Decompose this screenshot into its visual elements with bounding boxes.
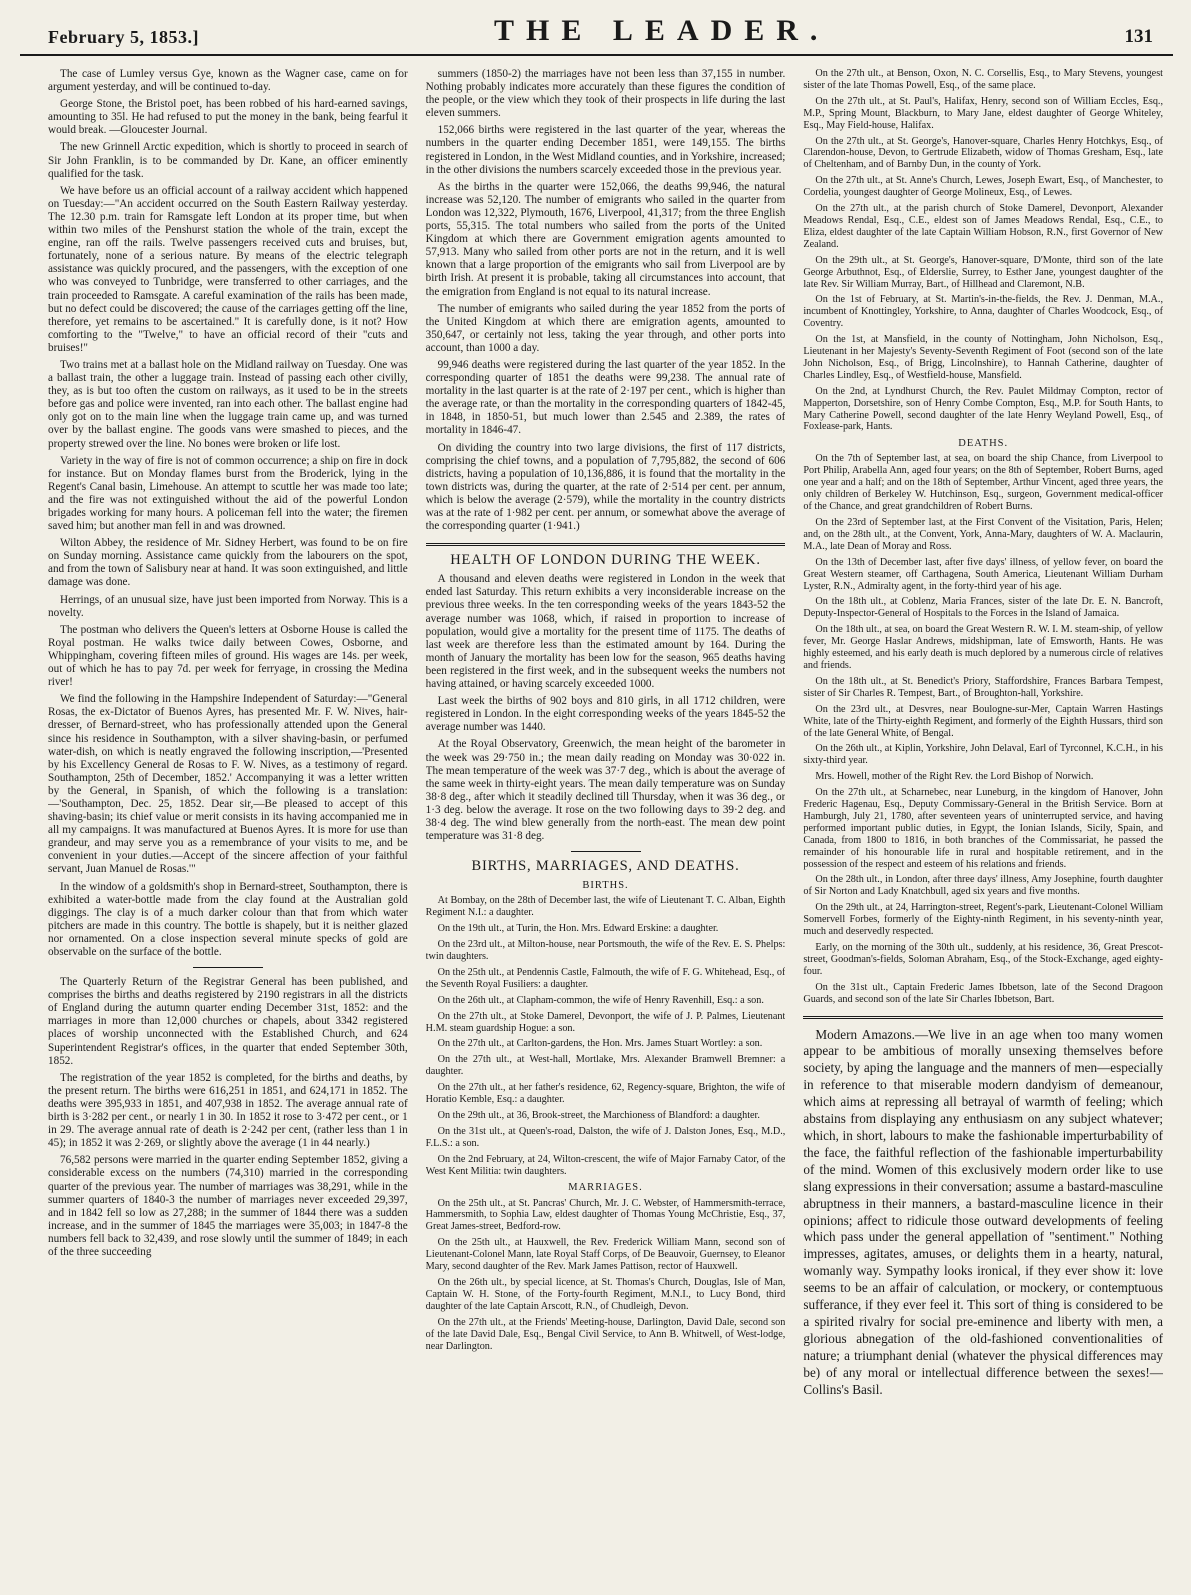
- death-notice: On the 7th of September last, at sea, on board the ship Chance, from Liverpool to Port Philip, Arabella Ann, aged four years; on the 8th of September, Robert Burns, aged one year and a half; and on the 18th of September, Arthur Vincent, aged three years, the only children of Berkeley W. Hutchinson, Esq., surgeon, Government medical-officer of the Chance, and great grandchildren of Robert Burns.: [803, 453, 1164, 513]
- marriage-notice: On the 27th ult., at St. Paul's, Halifax, Henry, second son of William Eccles, Esq., M.P., Spring Mount, Blackburn, to Mary Jane, eldest daughter of George Whiteley, Esq., May Field-house, Halifax.: [803, 95, 1164, 131]
- marriage-notice: On the 25th ult., at St. Pancras' Church, Mr. J. C. Webster, of Hammersmith-terrace, Hammersmith, to Sophia Law, eldest daughter of Thomas Young McChristie, Esq., 37, Great James-street, Bedford-row.: [425, 1197, 786, 1233]
- death-notice: On the 27th ult., at Scharnebec, near Luneburg, in the kingdom of Hanover, John Frederic Hagenau, Esq., Deputy Commissary-General in the British Service. Born at Hamburgh, July 21, 1780, after seventeen years of uninterrupted service, and having performed important public duties, in Egypt, the Ionian Islands, Sicily, Spain, and Canada, from 1800 to 1816, in both branches of the Commissariat, he passed the remainder of his honourable life in rural and hospitable retirement, and in the possession of the respect and esteem of his relations and friends.: [803, 787, 1164, 870]
- deaths-heading: DEATHS.: [958, 438, 1009, 450]
- health-paragraph: A thousand and eleven deaths were registered in London in the week that ended last Saturday. This return exhibits a very inconsiderable increase on the previous three weeks. In the ten corresponding weeks of the years 1843-52 the average number was 1068, which, if raised in proportion to increase of population, would give a mortality for the present time of 1175. The deaths of last week are therefore less than the estimated amount by 164. During the month of January the mortality has been low for the season, 965 deaths having been registered in the first week, and in the subsequent weeks the numbers not having attained, or having scarcely exceeded 1000.: [425, 573, 786, 691]
- column-2: [426, 68, 786, 1571]
- marriage-notice: On the 2nd, at Lyndhurst Church, the Rev. Paulet Mildmay Compton, rector of Mapperton, Dorsetshire, son of Henry Combe Compton, Esq., M.P. for South Hants, to Mary Catherine Powell, second daughter of the late Henry Weyland Powell, Esq., of Foxlease-park, Hants.: [803, 385, 1164, 433]
- registrar-paragraph: The registration of the year 1852 is completed, for the births and deaths, by the present return. The births were 616,251 in 1851, and 624,171 in 1852. The deaths were 395,933 in 1851, and 407,938 in 1852. The average annual rate of birth is 3·282 per cent., or nearly 1 in 30. In 1852 it rose to 3·472 per cent., or 1 in 29. The average annual rate of death is 2·242 per cent, (rather less than 1 in 45); in 1852 it was 2·269, or slightly above the average (1 in 44 nearly.): [48, 1071, 408, 1150]
- marriages-heading: MARRIAGES.: [568, 1182, 643, 1194]
- birth-notice: At Bombay, on the 28th of December last, the wife of Lieutenant T. C. Alban, Eighth Regiment N.I.: a daughter.: [425, 895, 786, 919]
- column-1: [48, 68, 408, 1571]
- birth-notice: On the 25th ult., at Pendennis Castle, Falmouth, the wife of F. G. Whitehead, Esq., of the Seventh Royal Fusiliers: a daughter.: [425, 966, 786, 990]
- news-paragraph: The postman who delivers the Queen's letters at Osborne House is called the Royal postman. He walks twice daily between Cowes, Osborne, and Whippingham, covering fifteen miles of ground. His wages are 14s. per week, out of which he has to pay 7d. per week for ferryage, in crossing the Medina river!: [48, 623, 408, 689]
- death-notice: On the 28th ult., in London, after three days' illness, Amy Josephine, fourth daughter of Sir Norton and Lady Knatchbull, aged six years and five months.: [803, 874, 1164, 898]
- newspaper-title: THE LEADER.: [494, 14, 830, 47]
- marriage-notice: On the 27th ult., at the Friends' Meeting-house, Darlington, David Dale, second son of the late David Dale, Esq., Bengal Civil Service, to Ann B. Whitwell, of West-lodge, near Darlington.: [425, 1316, 786, 1352]
- marriage-notice: On the 1st, at Mansfield, in the county of Nottingham, John Nicholson, Esq., Lieutenant in her Majesty's Seventy-Seventh Regiment of Foot (second son of the late John Nicholson, Esq., of Brigg, Lincolnshire), to Hannah Catherine, daughter of Charles Lindley, Esq., of Westfield-house, Mansfield.: [803, 334, 1164, 381]
- issue-date: February 5, 1853.]: [48, 27, 199, 47]
- registrar-return-continued: [426, 68, 786, 533]
- news-paragraph: Wilton Abbey, the residence of Mr. Sidney Herbert, was found to be on fire on Sunday morning. Assistance came quickly from the labourers on the spot, and from the town of Salisbury near at hand. It was soon extinguished, and little damage was done.: [48, 537, 408, 589]
- death-notice: On the 23rd ult., at Desvres, near Boulogne-sur-Mer, Captain Warren Hastings White, late of the Thirty-eighth Regiment, and formerly of the Eighth Hussars, third son of the late General White, of Bengal.: [803, 703, 1164, 739]
- registrar-paragraph: The Quarterly Return of the Registrar General has been published, and comprises the births and deaths registered by 2190 registrars in all the districts of England during the autumn quarter ending December 31st, 1852: and the marriages in more than 12,000 churches or chapels, about 3342 registered places of worship unconnected with the Established Church, and 624 Superintendent Registrar's offices, in the quarter that ended September 30th, 1852.: [48, 976, 408, 1067]
- death-notice: On the 13th of December last, after five days' illness, of yellow fever, on board the Great Western steamer, off Carthagena, South America, Lieutenant William Durham Lyster, R.N., Admiralty agent, in the forty-third year of his age.: [803, 556, 1164, 592]
- registrar-paragraph: summers (1850-2) the marriages have not been less than 37,155 in number. Nothing probably indicates more accurately than these figures the condition of the people, or the view which they took of their prospects in life during the last eleven summers.: [425, 68, 786, 120]
- death-notice: On the 31st ult., Captain Frederic James Ibbetson, late of the Second Dragoon Guards, and second son of the late Sir Charles Ibbetson, Bart.: [803, 981, 1164, 1005]
- section-divider: [426, 543, 786, 546]
- news-items: [48, 68, 408, 959]
- column-3: [803, 68, 1163, 1571]
- masthead: [20, 14, 1173, 56]
- news-paragraph: George Stone, the Bristol poet, has been robbed of his hard-earned savings, amounting to 35l. He had refused to put the money in the bank, being fearful it would break. —Gloucester Journal.: [48, 98, 408, 137]
- death-notice: Early, on the morning of the 30th ult., suddenly, at his residence, 36, Great Prescot-street, Goodman's-fields, Soloman Abraham, Esq., of the Stock-Exchange, aged eighty-four.: [803, 942, 1164, 977]
- marriage-notice: On the 27th ult., at St. George's, Hanover-square, Charles Henry Hotchkys, Esq., of Clarendon-house, Devon, to Gertrude Elizabeth, widow of Thomas Gresham, Esq., late of Cheltenham, and of Barnby Dun, in the county of York.: [803, 135, 1164, 171]
- health-of-london-body: [426, 573, 786, 843]
- divider: [571, 851, 641, 852]
- death-notice: On the 29th ult., at 24, Harrington-street, Regent's-park, Lieutenant-Colonel William Somervell Forbes, formerly of the Eighty-ninth Regiment, in his seventy-ninth year, much and deservedly respected.: [803, 902, 1164, 938]
- registrar-return: [48, 976, 408, 1259]
- birth-notice: On the 27th ult., at Carlton-gardens, the Hon. Mrs. James Stuart Wortley: a son.: [437, 1038, 763, 1050]
- news-paragraph: The case of Lumley versus Gye, known as the Wagner case, came on for argument yesterday, and will be continued to-day.: [48, 68, 408, 94]
- birth-notice: On the 27th ult., at Stoke Damerel, Devonport, the wife of J. P. Palmes, Lieutenant H.M. steam guardship Hogue: a son.: [425, 1010, 786, 1034]
- marriage-notice: On the 25th ult., at Hauxwell, the Rev. Frederick William Mann, second son of Lieutenant-Colonel Mann, late Royal Staff Corps, of De Beauvoir, Guernsey, to Eleanor Mary, second daughter of the Rev. Mark James Pattison, rector of Hauxwell.: [425, 1237, 786, 1273]
- section-divider: [803, 1016, 1163, 1019]
- birth-notice: On the 2nd February, at 24, Wilton-crescent, the wife of Major Farnaby Cator, of the West Kent Militia: twin daughters.: [425, 1153, 786, 1177]
- births-list: [426, 895, 786, 1177]
- deaths-list: [803, 453, 1163, 1005]
- marriage-notice: On the 27th ult., at the parish church of Stoke Damerel, Devonport, Alexander Meadows Rendal, Esq., C.E., eldest son of James Meadows Rendal, Esq., C.E., to Eliza, eldest daughter of the late Captain William Hobson, R.N., first Governor of New Zealand.: [803, 203, 1164, 250]
- marriage-notice: On the 29th ult., at St. George's, Hanover-square, D'Monte, third son of the late George Arbuthnot, Esq., of Elderslie, Surrey, to Esther Jane, youngest daughter of the late Rev. Sir William Murray, Bart., of Hillhead and Claremont, N.B.: [803, 254, 1164, 290]
- birth-notice: On the 23rd ult., at Milton-house, near Portsmouth, the wife of the Rev. E. S. Phelps: twin daughters.: [425, 939, 786, 962]
- death-notice: On the 23rd of September last, at the First Convent of the Visitation, Paris, Helen; and, on the 28th ult., at the Convent, York, Anna-Mary, daughters of W. A. Maclaurin, M.A., late Dean of Moray and Ross.: [803, 517, 1164, 552]
- marriages-list-continued: [803, 68, 1163, 433]
- marriage-notice: On the 27th ult., at St. Anne's Church, Lewes, Joseph Ewart, Esq., of Manchester, to Cordelia, youngest daughter of George Molineux, Esq., of Lewes.: [803, 175, 1164, 199]
- news-paragraph: Herrings, of an unusual size, have just been imported from Norway. This is a novelty.: [48, 593, 408, 619]
- registrar-paragraph: 76,582 persons were married in the quarter ending September 1852, giving a considerable excess on the numbers (74,310) married in the corresponding quarter of the previous year. The number of marriages was 38,291, while in the summer quarters of 1840-3 the number of marriages never exceeded 29,397, and in 1842 fell so low as 27,288; in the summer of 1844 there was a sudden increase, and in the summer of 1845 the marriages were 35,003; in 1847-8 the numbers fell back to 32,439, and rose slowly until the summer of 1849; in each of the three succeeding: [48, 1154, 408, 1258]
- births-marriages-deaths-heading: BIRTHS, MARRIAGES, AND DEATHS.: [471, 858, 740, 875]
- births-heading: BIRTHS.: [582, 880, 629, 892]
- news-paragraph: The new Grinnell Arctic expedition, which is shortly to proceed in search of Sir John Franklin, is to be commanded by Dr. Kane, an officer eminently qualified for the task.: [48, 141, 408, 180]
- birth-notice: On the 27th ult., at West-hall, Mortlake, Mrs. Alexander Bramwell Bremner: a daughter.: [425, 1054, 786, 1078]
- health-of-london-heading: HEALTH OF LONDON DURING THE WEEK.: [450, 552, 761, 569]
- divider: [193, 967, 263, 968]
- birth-notice: On the 27th ult., at her father's residence, 62, Regency-square, Brighton, the wife of Horatio Kemble, Esq.: a daughter.: [425, 1082, 786, 1106]
- death-notice: On the 18th ult., at St. Benedict's Priory, Staffordshire, Frances Barbara Tempest, sister of Sir Charles R. Tempest, Bart., of Broughton-hall, Yorkshire.: [803, 675, 1164, 699]
- registrar-paragraph: 99,946 deaths were registered during the last quarter of the year 1852. In the corresponding quarter of 1851 the deaths were 99,238. The annual rate of mortality in the last quarter is at the rate of 2·197 per cent., which is higher than the average rate, or than the mortality in the corresponding quarters of 1842-45, in 1848, in 1850-51, but much lower than 2.545 and 2.389, the rates of mortality in 1846-47.: [425, 358, 786, 437]
- health-paragraph: At the Royal Observatory, Greenwich, the mean height of the barometer in the week was 29·750 in.; the mean daily reading on Monday was 30·022 in. The mean temperature of the week was 37·7 deg., which is about the average of the same week in thirty-eight years. The mean daily temperature was on Sunday 38·8 deg., after which it steadily declined till Thursday, when it was 36 deg., or 1·3 deg. below the average. It rose on the two following days to 39·2 deg. and 38·4 deg. The wind blew generally from the north-east. The mean dew point temperature was 31·8 deg.: [425, 738, 786, 843]
- marriage-notice: On the 27th ult., at Benson, Oxon, N. C. Corsellis, Esq., to Mary Stevens, youngest sister of the late Thomas Powell, Esq., of the same place.: [803, 68, 1164, 91]
- death-notice: Mrs. Howell, mother of the Right Rev. the Lord Bishop of Norwich.: [815, 771, 1094, 783]
- birth-notice: On the 26th ult., at Clapham-common, the wife of Henry Ravenhill, Esq.: a son.: [437, 994, 764, 1006]
- death-notice: On the 18th ult., at Coblenz, Maria Frances, sister of the late Dr. E. N. Bancroft, Deputy-Inspector-General of Hospitals to the Forces in the Island of Jamaica.: [803, 596, 1164, 620]
- health-paragraph: Last week the births of 902 boys and 810 girls, in all 1712 children, were registered in London. In the eight corresponding weeks of the years 1845-52 the average number was 1440.: [425, 695, 786, 734]
- news-paragraph: We find the following in the Hampshire Independent of Saturday:—"General Rosas, the ex-Dictator of Buenos Ayres, has presented Mr. F. W. Nives, hair-dresser, of Bernard-street, who has professionally attended upon the General since his residence in Southampton, with a silver shaving-basin, or perfumed water-dish, on which is neatly engraved the following inscription,—'Presented by his Excellency General de Rosas to F. W. Nives, as a testimony of regard. Southampton, 25th of December, 1852.' Accompanying it was a letter written by the General, in Spanish, of which the following is a translation:—'Southampton, Dec. 25, 1852. Dear sir,—Be pleased to accept of this shaving-basin; its chief value or merit consists in its having accompanied me in all my campaigns. It was manufactured at Buenos Ayres. It is more for use than grandeur, and may serve you as a remembrance of your visits to me, and be convenient in your duties.—Accept of the sincere affection of your faithful servant, Juan Manuel de Rosas.'": [48, 693, 408, 876]
- registrar-paragraph: The number of emigrants who sailed during the year 1852 from the ports of the United Kingdom at which there are emigration agents, amounted to 350,647, or certainly not less, taking the year through, and other ports into account, than 1000 a day.: [425, 302, 786, 354]
- page-number: 131: [1124, 26, 1153, 47]
- birth-notice: On the 19th ult., at Turin, the Hon. Mrs. Edward Erskine: a daughter.: [437, 923, 719, 935]
- news-paragraph: Variety in the way of fire is not of common occurrence; a ship on fire in dock for instance. But on Monday flames burst from the Broderick, lying in the Regent's Canal basin, Limehouse. An attempt to scuttle her was made too late; and the fire was not extinguished without the aid of the powerful London brigades working for many hours. A policeman fell into the water; the firemen saved him; but another man fell in and was drowned.: [48, 454, 408, 533]
- registrar-paragraph: On dividing the country into two large divisions, the first of 117 districts, comprising the chief towns, and a population of 7,795,882, the second of 606 districts, having a population of 10,136,886, it is found that the mortality in the town districts was, during the quarter, at the rate of 2·514 per cent. per annum, which is below the average (2·579), while the mortality in the country districts was at the rate of 1·982 per cent. per annum, or somewhat above the average of the corresponding quarter (1·941.): [425, 441, 786, 533]
- news-paragraph: In the window of a goldsmith's shop in Bernard-street, Southampton, there is exhibited a water-bottle made from the clay found at the Australian gold diggings. The clay is of a much darker colour than that from which water pitchers are made in this country. The bottle is shapely, but it is neither glazed nor ornamented. On a close inspection several minute specks of gold are observable on the surface of the bottle.: [48, 880, 408, 958]
- news-paragraph: Two trains met at a ballast hole on the Midland railway on Tuesday. One was a ballast train, the other a luggage train. Instead of passing each other civilly, they, as is but too often the custom on railways, as it used to be in the streets before gas and police were invented, ran into each other. The ballast engine had only got on to the main line when the luggage train came up, and was turned over by the ballast engine. The goods vans were smashed to pieces, and the property strewed over the line. No bones were broken or life lost.: [48, 358, 408, 450]
- registrar-paragraph: As the births in the quarter were 152,066, the deaths 99,946, the natural increase was 52,120. The number of emigrants who sailed in the quarter from London was 12,322, Plymouth, 1676, Liverpool, 41,317; from the three English ports, 55,315. The total numbers who sailed from the ports of the United Kingdom at which there are Government emigration agents amounted to 57,913. Many who sailed from other ports are not in the return, and it is well known that a large proportion of the emigrants who sail from Liverpool are by birth Irish. At present it is probable, taking all circumstances into account, that the emigration from England is not equal to its natural increase.: [425, 180, 786, 298]
- news-paragraph: We have before us an official account of a railway accident which happened on Tuesday:—"An accident occurred on the South Eastern Railway yesterday. The 12.30 p.m. train for Ramsgate left London at its proper time, but when within two miles of the Penshurst station the whole of the train, except the engine, ran off the rails. Twelve passengers received cuts and bruises, but, fortunately, none of a serious nature. By means of the electric telegraph assistance was quickly procured, and the passengers, with the exception of one who was conveyed to Tunbridge, were transferred to other carriages, and the train proceeded to Ramsgate. A careful examination of the rails has been made, but no defect could be discovered; the cause of the carriages getting off the line, therefore, yet remains to be ascertained." It is carefully done, is it not? How comforting to the "Twelve," to have an official record of their "cuts and bruises!": [48, 184, 408, 354]
- modern-amazons-article: Modern Amazons.—We live in an age when too many women appear to be ambitious of morally unsexing themselves before society, by aping the language and the manners of men—especially in reference to that miserable modern dandyism of demeanour, which aims at repressing all betrayal of warmth of feeling; which abstains from displaying any enthusiasm on any subject whatever; which, in short, labours to make the fashionable imperturbability of the face, the faithful reflection of the fashionable imperturbability of the mind. Women of this exclusively modern order like to use slang expressions in their conversation; assume a bastard-masculine abruptness in their manners, a bastard-masculine licence in their opinions; affect to ridicule those outward developments of feeling which pass under the general appellation of "sentiment." Nothing impresses, agitates, amuses, or delights them in a hearty, natural, womanly way. Sympathy looks ironical, if they ever show it: love seems to be an affair of calculation, or mockery, or contemptuous sufferance, if they ever feel it. This sort of thing is considered to be a spirited rivalry for social pre-eminence and liberty with men, a glorious abnegation of the old-fashioned conventionalities of nature; a triumphant denial (whatever the physical differences may be) of any moral or intellectual difference between the sexes!—Collins's Basil.: [803, 1026, 1164, 1397]
- columns: [20, 56, 1173, 1571]
- registrar-paragraph: 152,066 births were registered in the last quarter of the year, whereas the numbers in the quarter ending December 1851, were 149,155. The births registered in London, in the West Midland counties, and in Yorkshire, increased; in the other divisions the numbers scarcely exceeded those in the previous year.: [425, 124, 786, 176]
- birth-notice: On the 31st ult., at Queen's-road, Dalston, the wife of J. Dalston Jones, Esq., M.D., F.L.S.: a son.: [425, 1125, 786, 1149]
- birth-notice: On the 29th ult., at 36, Brook-street, the Marchioness of Blandford: a daughter.: [437, 1109, 760, 1121]
- marriages-list: [426, 1198, 786, 1353]
- marriage-notice: On the 1st of February, at St. Martin's-in-the-fields, the Rev. J. Denman, M.A., incumbent of Knottingley, Yorkshire, to Anna, daughter of Charles Woodcock, Esq., of Coventry.: [803, 294, 1164, 330]
- death-notice: On the 26th ult., at Kiplin, Yorkshire, John Delaval, Earl of Tyrconnel, K.C.H., in his sixty-third year.: [803, 743, 1164, 767]
- death-notice: On the 18th ult., at sea, on board the Great Western R. W. I. M. steam-ship, of yellow fever, Mr. George Haslar Andrews, midshipman, late of Emsworth, Hants. He was highly esteemed, and his early death is much deplored by a numerous circle of relatives and friends.: [803, 624, 1164, 671]
- marriage-notice: On the 26th ult., by special licence, at St. Thomas's Church, Douglas, Isle of Man, Captain W. H. Stone, of the Forty-fourth Regiment, M.N.I., to Lucy Bond, third daughter of the late Captain Arscott, R.N., of Chudleigh, Devon.: [425, 1277, 786, 1312]
